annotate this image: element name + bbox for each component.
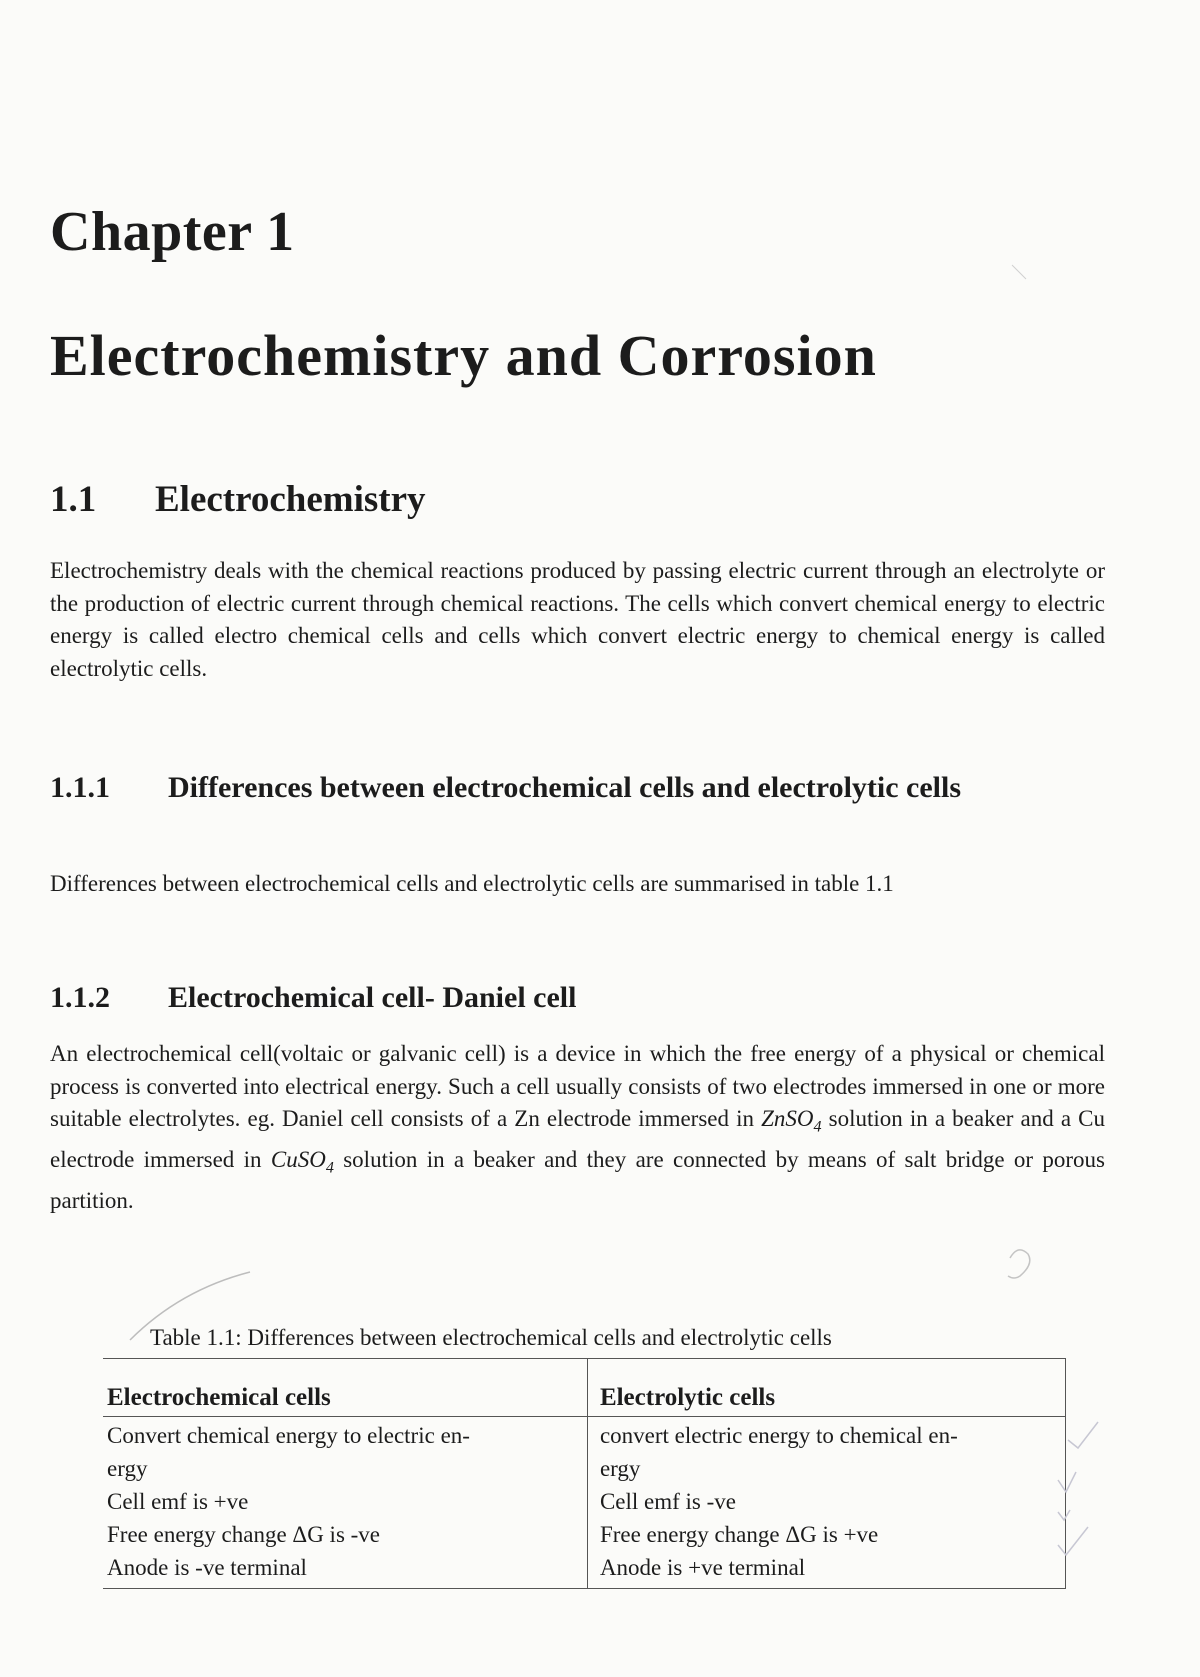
table-cell-line: Free energy change ΔG is -ve (107, 1522, 381, 1547)
section-title: Electrochemistry (155, 479, 426, 520)
table-cell-line: Free energy change ΔG is +ve (599, 1522, 879, 1547)
table-cell-line: Convert chemical energy to electric en- (107, 1423, 470, 1448)
table-cell-line: convert electric energy to chemical en- (599, 1423, 958, 1448)
table-caption: Table 1.1: Differences between electrochemical cells and electrolytic cells (150, 1325, 832, 1350)
table-header-cell: Electrochemical cells (107, 1384, 331, 1411)
chapter-label: Chapter 1 (50, 201, 295, 263)
section-1-1-1-paragraph: Differences between electrochemical cells and electrolytic cells are summarised in table 1.1 (50, 871, 894, 896)
section-number: 1.1.2 (50, 981, 110, 1014)
table-cell-line: Cell emf is -ve (599, 1489, 736, 1514)
section-title: Electrochemical cell- Daniel cell (168, 981, 577, 1014)
table-header-cell: Electrolytic cells (587, 1359, 1065, 1416)
table-cell-line: Cell emf is +ve (107, 1489, 249, 1514)
table-cell-line: ergy (107, 1456, 148, 1481)
section-title: Differences between electrochemical cells and electrolytic cells (168, 771, 962, 804)
table-cell-line: Anode is +ve terminal (599, 1555, 806, 1580)
chapter-title: Electrochemistry and Corrosion (50, 323, 877, 388)
table-cell-line: ergy (599, 1456, 641, 1481)
section-number: 1.1.1 (50, 771, 110, 804)
section-1-1-paragraph: Electrochemistry deals with the chemical reactions produced by passing electric current through an electrolyte or the production of electric current through chemical reactions. The cells which convert chemical energy to electric energy is called electro chemical cells and cells which convert electric energy to chemical energy is called electrolytic cells. (50, 558, 1105, 681)
section-number: 1.1 (50, 479, 97, 520)
paragraph-text: An electrochemical cell(voltaic or galvanic cell) is a device in which the free energy of a physical or chemical process is converted into electrical energy. Such a cell usually consists of two electrodes immersed in one or more suitable electrolytes. eg. Daniel cell consists of a Zn electrode immersed in ZnSO$_4$ solution in a beaker and a Cu electrode immersed in CuSO$_4$ solution in a beaker and they are connected by means of salt bridge or porous partition. (50, 1041, 1105, 1214)
table-cell-line: Anode is -ve terminal (107, 1555, 307, 1580)
